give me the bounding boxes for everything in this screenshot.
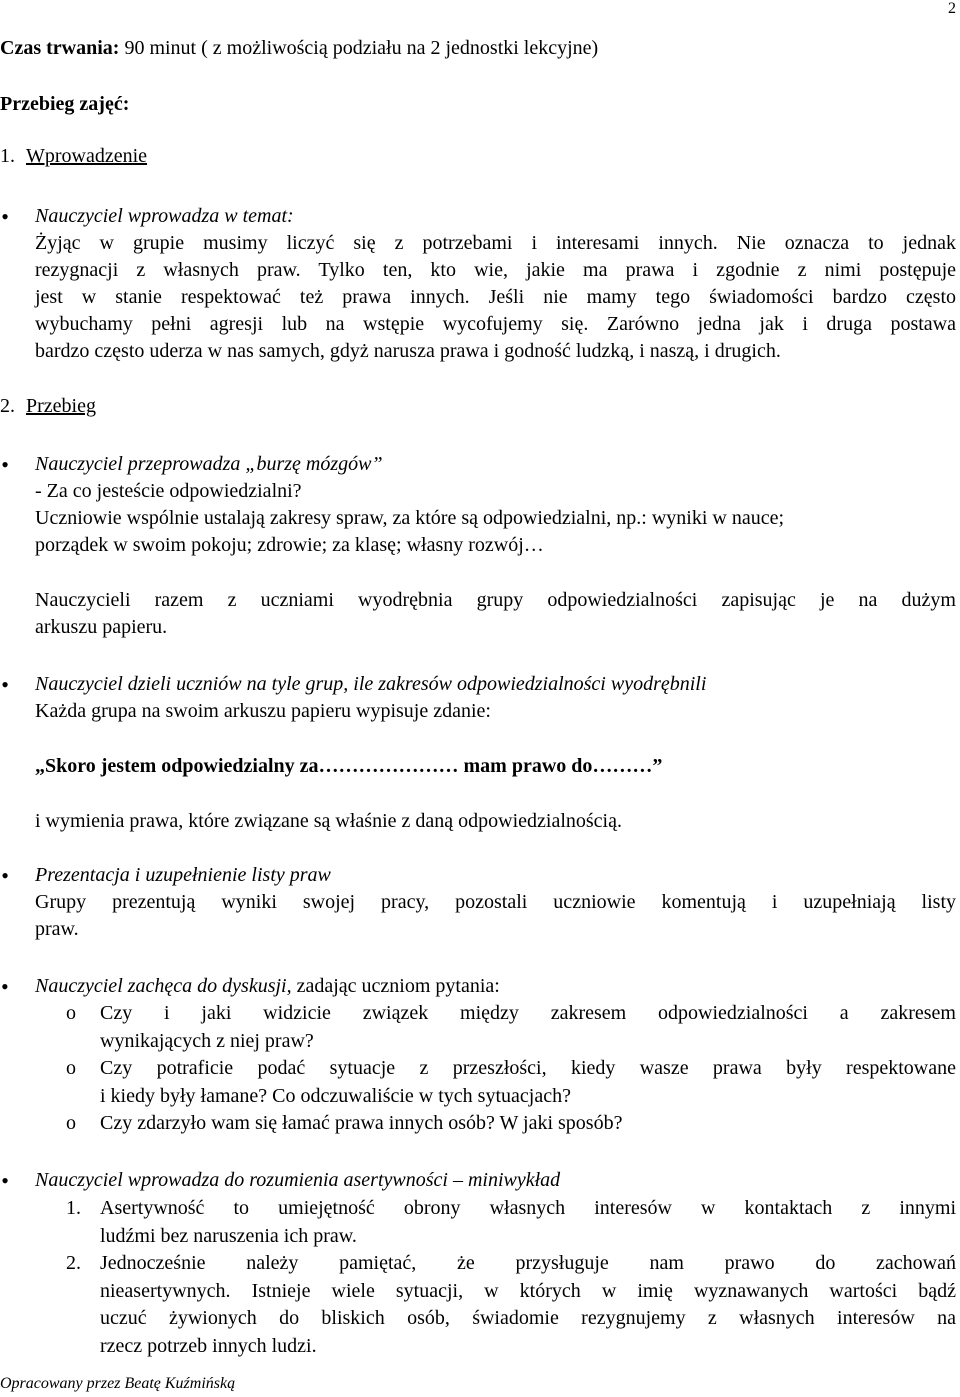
brainstorm-line-4: arkuszu papieru.	[35, 616, 168, 638]
bullet-marker: o	[66, 1057, 76, 1079]
question-2-line-2: i kiedy były łamane? Co odczuwaliście w tych sytuacjach?	[100, 1084, 571, 1107]
section-1-number: 1.	[0, 145, 15, 167]
item-1-number: 1.	[66, 1197, 81, 1219]
brainstorm-question: - Za co jesteście odpowiedzialni?	[35, 480, 302, 502]
footer-author: Opracowany przez Beatę Kuźmińską	[0, 1375, 236, 1392]
duration-line	[0, 35, 956, 63]
discussion-question-2	[66, 1055, 956, 1110]
item-1-line-1: Asertywność to umiejętność obrony własnych interesów w kontaktach z innymi	[100, 1197, 956, 1219]
presentation-line-2: praw.	[35, 918, 79, 940]
brainstorm-line-2: porządek w swoim pokoju; zdrowie; za klasę; własny rozwój…	[35, 534, 544, 556]
section-2-number: 2.	[0, 395, 15, 417]
discussion-question-1	[66, 1000, 956, 1055]
lecture-item-1	[66, 1195, 956, 1250]
discussion-question-3	[66, 1110, 956, 1138]
item-2-number: 2.	[66, 1252, 81, 1274]
course-label: Przebieg zajęć:	[0, 93, 130, 115]
question-1-line-1: Czy i jaki widzicie związek między zakresem odpowiedzialności a zakresem	[100, 1002, 956, 1024]
section-1-title: Wprowadzenie	[26, 145, 148, 167]
item-2-line-4: rzecz potrzeb innych ludzi.	[100, 1334, 317, 1357]
item-2-line-1: Jednocześnie należy pamiętać, że przysługuje nam prawo do zachowań	[100, 1252, 956, 1274]
item-2-line-3: uczuć żywionych do bliskich osób, świadomie rezygnujemy z własnych interesów na	[100, 1307, 956, 1329]
discussion-heading-italic: Nauczyciel zachęca do dyskusji,	[35, 975, 292, 997]
intro-line-1: Żyjąc w grupie musimy liczyć się z potrzebami i interesami innych. Nie oznacza to jednak	[35, 232, 956, 254]
item-2-line-2: nieasertywnych. Istnieje wiele sytuacji, w których w imię wyznawanych wartości bądź	[100, 1279, 956, 1302]
groups-line-1: Każda grupa na swoim arkuszu papieru wypisuje zdanie:	[35, 700, 491, 722]
duration-label: Czas trwania:	[0, 37, 120, 59]
question-2-line-1: Czy potraficie podać sytuacje z przeszłości, kiedy wasze prawa były respektowane	[100, 1057, 956, 1079]
bullet-marker: o	[66, 1112, 76, 1134]
discussion-heading-rest: zadając uczniom pytania:	[291, 975, 500, 997]
intro-line-4: wybuchamy pełni agresji lub na wstępie wycofujemy się. Zarówno jedna jak i druga postawa	[35, 313, 956, 335]
question-3-line-1: Czy zdarzyło wam się łamać prawa innych osób? W jaki sposób?	[100, 1112, 623, 1134]
presentation-line-1: Grupy prezentują wyniki swojej pracy, pozostali uczniowie komentują i uzupełniają listy	[35, 891, 956, 913]
intro-heading: • Nauczyciel wprowadza w temat:	[35, 203, 956, 231]
page-number: 2	[948, 0, 956, 17]
intro-line-3: jest w stanie respektować też prawa innych. Jeśli nie mamy tego świadomości bardzo często	[35, 286, 956, 308]
intro-line-5: bardzo często uderza w nas samych, gdyż narusza prawa i godność ludzką, i naszą, i drugich.	[35, 340, 781, 362]
lecture-item-2	[66, 1250, 956, 1360]
section-2-heading	[0, 393, 956, 421]
brainstorm-heading: • Nauczyciel przeprowadza „burzę mózgów”	[35, 451, 956, 479]
question-1-line-2: wynikających z niej praw?	[100, 1029, 314, 1052]
bullet-marker: o	[66, 1002, 76, 1024]
groups-quote: „Skoro jestem odpowiedzialny za………………… mam prawo do………”	[35, 755, 663, 777]
groups-heading: • Nauczyciel dzieli uczniów na tyle grup, ile zakresów odpowiedzialności wyodrębnili	[35, 671, 956, 699]
brainstorm-line-3: Nauczycieli razem z uczniami wyodrębnia grupy odpowiedzialności zapisując je na dużym	[35, 589, 956, 611]
presentation-heading: • Prezentacja i uzupełnienie listy praw	[35, 862, 956, 890]
discussion-heading	[35, 973, 956, 1001]
groups-line-2: i wymienia prawa, które związane są właśnie z daną odpowiedzialnością.	[35, 810, 622, 832]
intro-line-2: rezygnacji z własnych praw. Tylko ten, kto wie, jakie ma prawa i zgodnie z nimi postępuje	[35, 259, 956, 281]
duration-value: 90 minut ( z możliwością podziału na 2 jednostki lekcyjne)	[119, 37, 599, 59]
section-2-title: Przebieg	[26, 395, 96, 417]
brainstorm-line-1: Uczniowie wspólnie ustalają zakresy spraw, za które są odpowiedzialni, np.: wyniki w nauce;	[35, 507, 785, 529]
item-1-line-2: ludźmi bez naruszenia ich praw.	[100, 1224, 357, 1247]
section-1-heading	[0, 143, 956, 171]
lecture-heading: • Nauczyciel wprowadza do rozumienia asertywności – miniwykład	[35, 1167, 956, 1195]
